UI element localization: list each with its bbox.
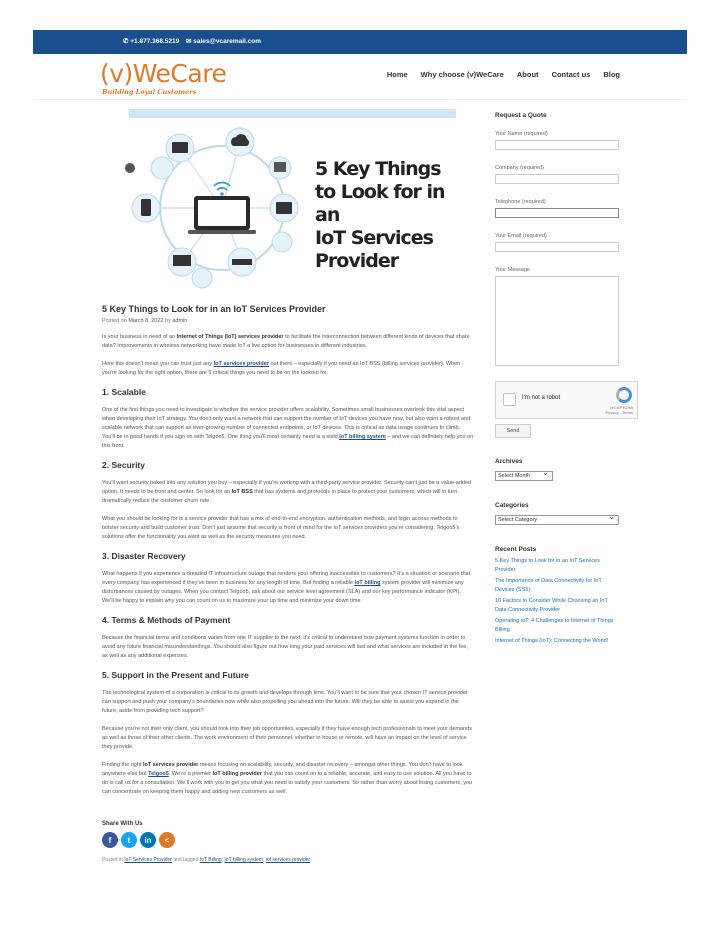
text-bold: IoT billing provider: [212, 771, 262, 777]
text-run: that you can count on to a reliable, accurate, and easy to use solution. All you have to do is call us for a consultation. We’ll work with you to get you what you need to satisfy your customers. So rather than worry about losing customers, you can concentrate on keeping them happy and adding new customers as well.: [102, 771, 473, 795]
meta-prefix: Posted on: [102, 318, 127, 324]
company-input[interactable]: [495, 174, 619, 184]
email-input[interactable]: [495, 242, 619, 252]
text-run: . We’re a premier: [168, 771, 213, 777]
recent-post-link[interactable]: 10 Factors to Consider While Choosing an IoT Data Connectivity Provider: [495, 598, 608, 613]
recent-post-link[interactable]: Operating IoT: 4 Challenges to Internet of Things Billing: [495, 618, 614, 633]
recent-posts-heading: Recent Posts: [495, 546, 537, 553]
post-title: 5 Key Things to Look for in an IoT Services Provider: [102, 304, 326, 314]
phone-contact[interactable]: ✆ +1.877.368.5219: [123, 38, 180, 45]
support-paragraph: The technological system of a corporation is critical to its growth and develops through time. You’ll want to be sure that your chosen IT service provider can support and push your company’s boundaries now while also propelling you ahead into the future. Will they be able to assist you expand in the future, aside from providing tech support?: [102, 690, 468, 714]
archives-heading: Archives: [495, 458, 523, 465]
main-article: [102, 108, 474, 863]
email-address: sales@vcaremail.com: [193, 38, 262, 45]
top-contact-bar: [33, 30, 687, 54]
text-run: You’ll want security baked into any solution you buy – especially if you’re working with a third-party service provider. Security can’t just be a value-added option. It needs to be front and center. So look for an: [102, 480, 472, 495]
text-run: out there – especially if you need an IoT BSS (billing services provider). When you’re looking for the right option, there are 5 critical things you need to be on the lookout for.: [102, 361, 461, 376]
site-header: [33, 54, 687, 100]
recaptcha-checkbox[interactable]: [503, 393, 516, 406]
tag-link[interactable]: iot services provider: [265, 857, 310, 863]
scalable-paragraph: [102, 406, 474, 451]
meta-by: by: [165, 318, 171, 324]
nav-home[interactable]: Home: [386, 70, 408, 79]
text-bold: IoT BSS: [231, 489, 253, 495]
hero-title-line: 5 Key Things: [315, 158, 441, 180]
sidebar: [495, 112, 633, 646]
hero-title-line: to Look for in an: [315, 181, 445, 226]
logo-tagline: Building Loyal Customers: [102, 88, 197, 96]
twitter-icon[interactable]: t: [121, 832, 137, 848]
section-heading: 4. Terms & Methods of Payment: [102, 615, 231, 625]
text-run: to facilitate the interconnection between different kinds of devices that share data? Improvements in wireless networking have made IoT a live option for businesses in different industries.: [102, 334, 470, 349]
telgoo5-link[interactable]: Telgoo5: [148, 771, 169, 777]
tag-link[interactable]: IoT billing system: [224, 857, 263, 863]
footer-prefix: Posted in: [102, 857, 123, 863]
categories-heading: Categories: [495, 502, 529, 509]
post-footer: Posted in IoT Services Provider and tagged IoT Billing, IoT billing system, iot services provider.: [102, 857, 312, 863]
nav-blog[interactable]: Blog: [603, 70, 620, 79]
phone-number: +1.877.368.5219: [130, 38, 180, 45]
main-nav: [387, 70, 620, 79]
quote-heading: Request a Quote: [495, 112, 547, 119]
author-link[interactable]: admin: [172, 318, 188, 324]
security-paragraph-2: What you should be looking for is a service provider that has a mix of end-to-end encryption, authentication methods, and login access methods to bolster security and build customer trust. Don’t just assume that security is front of mind for the IoT services providers you’re considering. Telgoo5’s solutions offer the functionality you want as well as the security measures you need.: [102, 516, 460, 540]
post-date-link[interactable]: March 8, 2022: [128, 318, 164, 324]
recent-posts-list: [495, 557, 619, 646]
recaptcha-widget: [495, 381, 638, 419]
message-label: Your Message: [495, 267, 530, 273]
hero-title-line: Provider: [315, 250, 399, 272]
site-logo[interactable]: [100, 60, 226, 96]
post-meta: [102, 318, 474, 324]
name-label: Your Name (required): [495, 131, 548, 137]
text-run: that has systems and protocols in place to protect your customers, which will in turn dramatically reduce the customer churn rate.: [102, 489, 458, 504]
recaptcha-label: I'm not a robot: [522, 395, 561, 401]
recaptcha-logo-icon: [616, 387, 632, 403]
category-link[interactable]: IoT Services Provider: [124, 857, 172, 863]
recaptcha-brand-text: reCAPTCHA: [610, 405, 633, 410]
recaptcha-privacy-terms[interactable]: Privacy - Terms: [605, 410, 633, 415]
categories-select[interactable]: Select Category ⌄: [495, 515, 619, 525]
logo-wordmark: (v)WeCare: [100, 59, 227, 88]
iot-billing-link[interactable]: IoT billing: [354, 580, 381, 586]
hero-image: [102, 108, 474, 298]
text-run: means focusing on scalability, security, and disaster recovery – amongst other things. You don’t have to look anywhere else but: [102, 762, 463, 777]
text-run: Finding the right: [102, 762, 143, 768]
recent-post-link[interactable]: Internet of Things (IoT): Connecting the World!: [495, 638, 609, 644]
iot-billing-system-link[interactable]: IoT billing system: [339, 434, 386, 440]
share-icon[interactable]: <: [159, 832, 175, 848]
section-heading: 2. Security: [102, 460, 145, 470]
text-bold: IoT services provider: [142, 762, 199, 768]
email-label: Your Email (required): [495, 233, 547, 239]
share-icons: [102, 832, 474, 848]
footer-mid: and tagged: [173, 857, 199, 863]
archives-select[interactable]: Select Month ⌄: [495, 471, 553, 481]
text-run: What happens if you experience a dreaded IT infrastructure outage that renders your offering inaccessible to customers? It’s a situation or scenario that every company has experienced if they’ve been in business for any length of time. But finding a reliable: [102, 571, 471, 586]
nav-why-choose[interactable]: Why choose (v)WeCare: [420, 70, 504, 79]
share-heading: Share With Us: [102, 821, 143, 827]
tag-link[interactable]: IoT Billing: [199, 857, 222, 863]
text-run: Is your business in need of an: [102, 334, 177, 340]
text-run: Here this doesn’t mean you can trust just any: [102, 361, 214, 367]
section-heading: 1. Scalable: [102, 387, 146, 397]
support-paragraph-3: [102, 761, 474, 797]
disaster-paragraph: [102, 570, 474, 606]
facebook-icon[interactable]: f: [102, 832, 118, 848]
payment-paragraph: Because the financial terms and conditions varies from one IT supplier to the next, it’s critical to understand how payment systems function in order to avoid any future financial misunderstandings. You should also figure out how long your paid services will last and what services are included in the fee, as well as any additional expenses.: [102, 635, 468, 659]
text-bold: Internet of Things (IoT) services provider: [176, 334, 284, 340]
intro-paragraph: [102, 333, 474, 351]
security-paragraph: [102, 479, 474, 506]
email-contact[interactable]: ✉ sales@vcaremail.com: [186, 38, 262, 45]
telephone-input[interactable]: [495, 208, 619, 218]
iot-network-illustration: [122, 112, 322, 298]
text-run: system provider will minimize any disturbances caused by outages. When you contact Telgoo5, ask about our service level agreement (SLA) and our key performance indicator (KPI). We’ll be happy to explain why you can count on us to maximize your up time and minimize your down time.: [102, 580, 464, 604]
message-textarea[interactable]: [495, 276, 619, 366]
section-heading: 3. Disaster Recovery: [102, 551, 186, 561]
text-run: – and we can definitely help you on this front.: [102, 434, 474, 449]
hero-title: [315, 158, 474, 273]
hero-title-line: IoT Services: [315, 227, 433, 249]
nav-about[interactable]: About: [516, 70, 539, 79]
intro-paragraph-2: [102, 360, 474, 378]
linkedin-icon[interactable]: in: [140, 832, 156, 848]
text-run: One of the first things you need to investigate is whether the service provider offers scalability. Sometimes small businesses overlook this vital aspect when developing their IoT strategy. You don’t only want a network that can support the number of IoT devices you have now, but also want a robust and scalable network that can support an ever-growing number of connected endpoints, or IoT devices. This is critical as data usage continues to climb. You’ll be in good hands if you sign on with Telgoo5. One thing you’ll most certainly need is a solid: [102, 407, 471, 440]
footer-end: .: [309, 857, 312, 863]
recaptcha-brand: [606, 405, 633, 415]
iot-services-link[interactable]: IoT services provider: [213, 361, 269, 367]
support-paragraph-2: Because you’re not their only client, you should look into their job opportunities, especially if they have enough tech professionals to meet your demands as well as those of their other clients. The work environment of their personnel, whether in-house or remote, will have an impact on the level of service they provide.: [102, 726, 472, 750]
section-heading: 5. Support in the Present and Future: [102, 670, 249, 680]
telephone-label: Telephone (required): [495, 199, 546, 205]
recent-post-link[interactable]: 5 Key Things to Look for in an IoT Services Provider: [495, 558, 600, 573]
send-button[interactable]: Send: [495, 424, 531, 438]
name-input[interactable]: [495, 140, 619, 150]
company-label: Company (required): [495, 165, 544, 171]
nav-contact[interactable]: Contact us: [551, 70, 591, 79]
recent-post-link[interactable]: The Importance of Data Connectivity for IoT Devices (SS5): [495, 578, 602, 593]
